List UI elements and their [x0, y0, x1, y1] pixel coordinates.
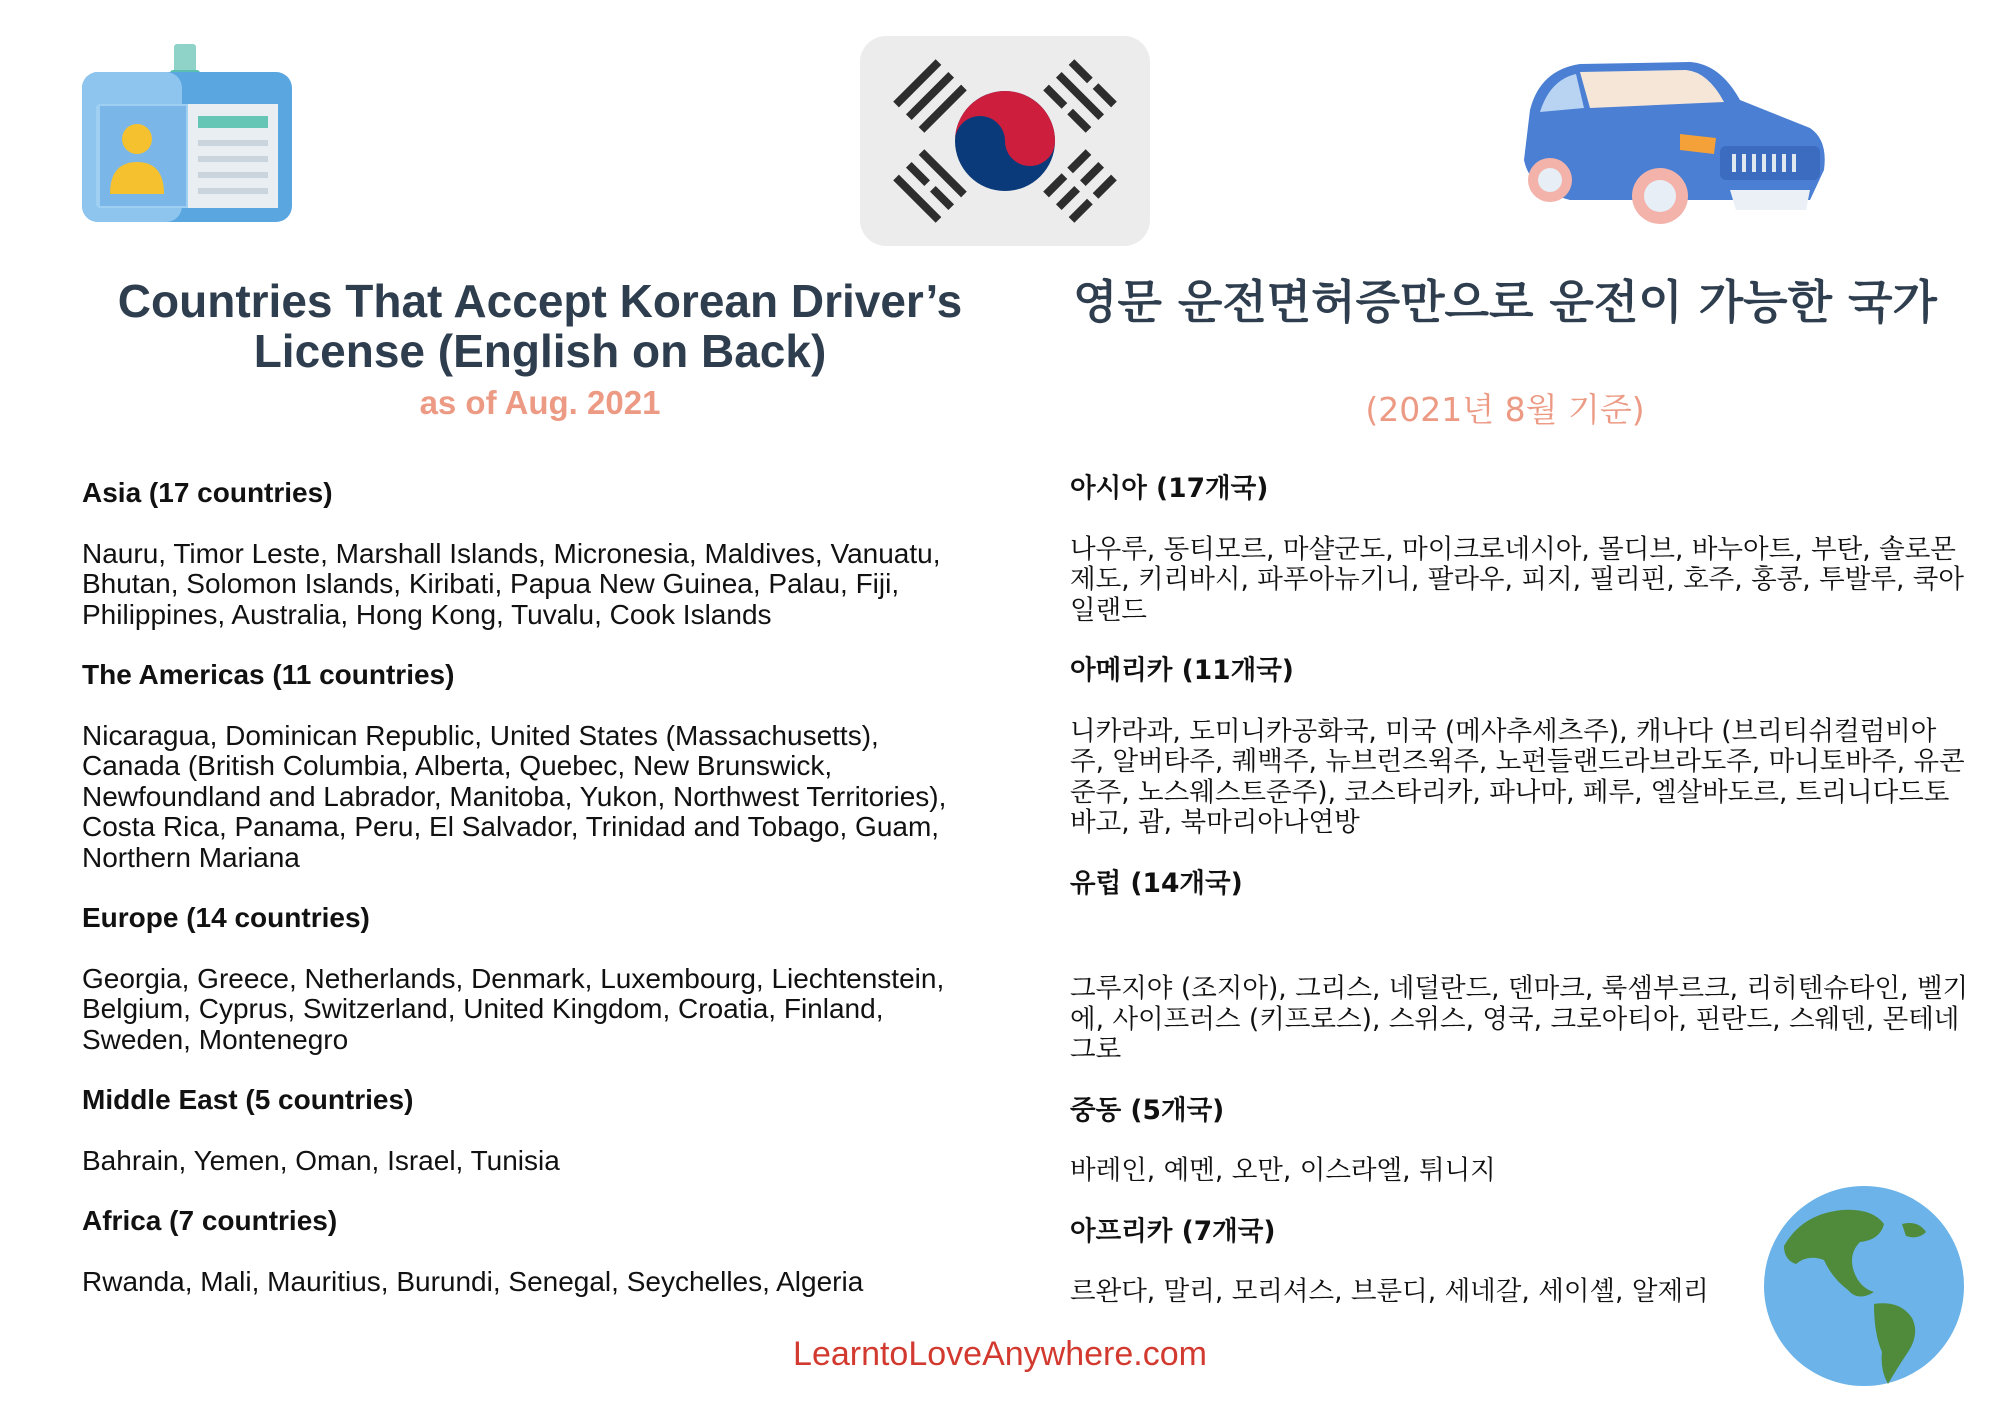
region-section-americas [82, 660, 982, 873]
region-section-africa [82, 1206, 982, 1297]
country-list: Bahrain, Yemen, Oman, Israel, Tunisia [82, 1144, 560, 1176]
region-heading: Asia (17 countries) [82, 477, 333, 508]
region-heading: Europe (14 countries) [82, 902, 370, 933]
country-list: Nicaragua, Dominican Republic, United States (Massachusetts), Canada (British Columbia, Alberta, Quebec, New Brunswick, Newfoundland and Labrador, Manitoba, Yukon, Northwest Territories), Costa Rica, Panama, Peru, El Salvador, Trinidad and Tobago, Guam, Northern Mariana [82, 719, 947, 873]
date-subtitle-english: as of Aug. 2021 [419, 384, 661, 421]
country-list: Nauru, Timor Leste, Marshall Islands, Micronesia, Maldives, Vanuatu, Bhutan, Solomon Islands, Kiribati, Papua New Guinea, Palau, Fiji, Philippines, Australia, Hong Kong, Tuvalu, Cook Islands [82, 537, 941, 630]
website-link[interactable]: LearntoLoveAnywhere.com [793, 1335, 1207, 1373]
region-heading: 아시아 (17개국) [1070, 473, 1269, 504]
region-section-africa-ko [1070, 1217, 1970, 1308]
region-section-asia [82, 478, 982, 630]
id-card-icon [82, 44, 292, 224]
region-heading: 중동 (5개국) [1070, 1094, 1225, 1126]
country-list: Georgia, Greece, Netherlands, Denmark, Luxembourg, Liechtenstein, Belgium, Cyprus, Switzerland, United Kingdom, Croatia, Finland, Sweden, Montenegro [82, 962, 945, 1055]
south-korea-flag-icon [860, 36, 1150, 246]
country-list: 르완다, 말리, 모리셔스, 브룬디, 세네갈, 세이셸, 알제리 [1070, 1276, 1709, 1307]
region-section-europe-ko [1070, 869, 1970, 1066]
region-heading: Africa (7 countries) [82, 1205, 338, 1236]
region-section-middle-east-ko [1070, 1096, 1970, 1187]
region-heading: 유럽 (14개국) [1070, 867, 1243, 899]
country-list: 나우루, 동티모르, 마샬군도, 마이크로네시아, 몰디브, 바누아트, 부탄, 솔로몬제도, 키리바시, 파푸아뉴기니, 팔라우, 피지, 필리핀, 호주, 홍콩, 투발루, 쿡아일랜드 [1070, 533, 1964, 626]
region-heading: 아메리카 (11개국) [1070, 655, 1294, 686]
region-section-middle-east [82, 1085, 982, 1176]
region-section-europe [82, 903, 982, 1055]
page-title-english: Countries That Accept Korean Driver’s License (English on Back) [117, 275, 963, 377]
region-heading: The Americas (11 countries) [82, 659, 455, 690]
region-section-americas-ko [1070, 656, 1970, 839]
country-list: 니카라과, 도미니카공화국, 미국 (메사추세츠주), 캐나다 (브리티쉬컬럼비아주, 알버타주, 퀘백주, 뉴브런즈윅주, 노펀들랜드라브라도주, 마니토바주, 유콘준주, 노스웨스트준주), 코스타리카, 파나마, 페루, 엘살바도르, 트리니다드토바고, 괌, 북마리아나연방 [1070, 715, 1965, 838]
page-title-korean: 영문 운전면허증만으로 운전이 가능한 국가 [1073, 275, 1937, 329]
country-list: 바레인, 예멘, 오만, 이스라엘, 튀니지 [1070, 1155, 1496, 1186]
country-list: 그루지야 (조지아), 그리스, 네덜란드, 덴마크, 룩셈부르크, 리히텐슈타인, 벨기에, 사이프러스 (키프로스), 스위스, 영국, 크로아티아, 핀란드, 스웨덴, 몬테네그로 [1070, 973, 1969, 1065]
country-list: Rwanda, Mali, Mauritius, Burundi, Senegal, Seychelles, Algeria [82, 1265, 864, 1297]
region-section-asia-ko [1070, 474, 1970, 626]
english-country-list [82, 478, 982, 1297]
korean-country-list [1070, 474, 1970, 1308]
date-subtitle-korean: (2021년 8월 기준) [1365, 390, 1645, 429]
region-heading: Middle East (5 countries) [82, 1084, 414, 1115]
region-heading: 아프리카 (7개국) [1070, 1215, 1276, 1247]
blue-suv-car-icon [1510, 50, 1830, 230]
